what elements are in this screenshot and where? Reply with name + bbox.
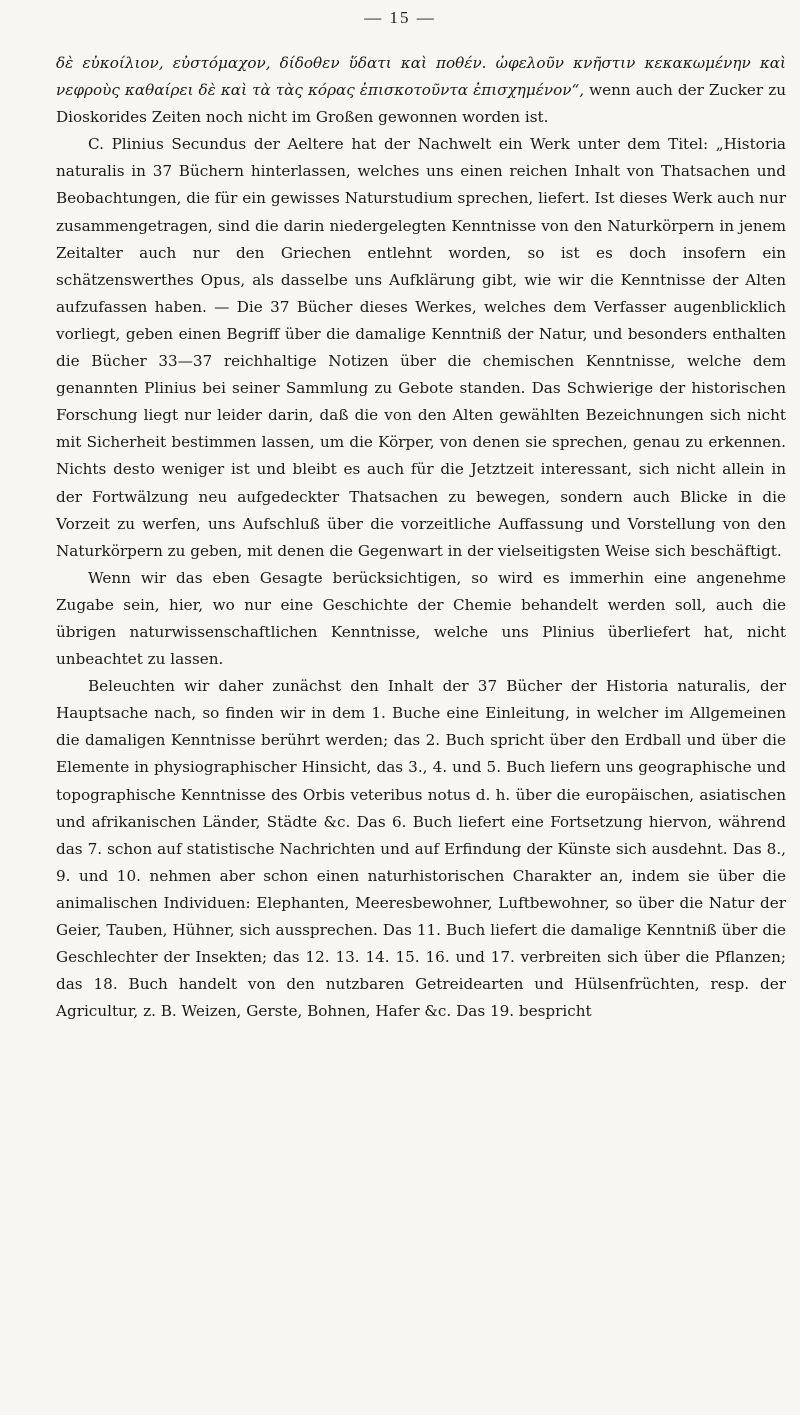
paragraph-text: C. Plinius Secundus der Aeltere hat der Nachwelt ein Werk unter dem Titel: „Historia naturalis in 37 Büchern hinterlassen, welches uns einen reichen Inhalt von Thatsachen und Beobachtungen, die für ein gewisses Naturstudium sprechen, liefert. Ist dieses Werk auch nur zusammengetragen, sind die darin niedergelegten Kenntnisse von den Naturkörpern in jenem Zeitalter auch nur den Griechen entlehnt worden, so ist es doch insofern ein schätzenswerthes Opus, als dasselbe uns Aufklärung gibt, wie wir die Kenntnisse der Alten aufzufassen haben. — Die 37 Bücher dieses Werkes, welches dem Verfasser augenblicklich vorliegt, geben einen Begriff über die damalige Kenntniß der Natur, und besonders enthalten die Bücher 33—37 reichhaltige Notizen über die chemischen Kenntnisse, welche dem genannten Plinius bei seiner Sammlung zu Gebote standen. Das Schwierige der historischen Forschung liegt nur leider darin, daß die von den Alten gewählten Bezeichnungen sich nicht mit Sicherheit bestimmen lassen, um die Körper, von denen sie sprechen, genau zu erkennen. Nichts desto weniger ist und bleibt es auch für die Jetztzeit interessant, sich nicht allein in der Fortwälzung neu aufgedeckter Thatsachen zu bewegen, sondern auch Blicke in die Vorzeit zu werfen, uns Aufschluß über die vorzeitliche Auffassung und Vorstellung von den Naturkörpern zu geben, mit denen die Gegenwart in der vielseitigsten Weise sich beschäftigt. [56, 135, 786, 560]
paragraph-4 [56, 673, 786, 1025]
paragraph-text: Wenn wir das eben Gesagte berücksichtigen, so wird es immerhin eine angenehme Zugabe sein, hier, wo nur eine Geschichte der Chemie behandelt werden soll, auch die übrigen naturwissenschaftlichen Kenntnisse, welche uns Plinius überliefert hat, nicht unbeachtet zu lassen. [56, 568, 786, 669]
paragraph-text: wenn auch der Zucker zu Dioskorides Zeiten noch nicht im Großen gewonnen worden ist. [56, 81, 786, 127]
body-text [56, 50, 786, 1025]
paragraph-2 [56, 131, 786, 565]
paragraph-3 [56, 565, 786, 673]
greek-quotation: δὲ εὐκοίλιον, εὐστόμαχον, δίδοθεν ὕδατι καὶ ποθέν. ὠφελοῦν κνῆστιν κεκακωμένην καὶ νεφροὺς καθαίρει δὲ καὶ τὰ τὰς κόρας ἐπισκοτοῦντα ἐπισχημένον“, [56, 54, 786, 100]
paragraph-1 [56, 50, 786, 131]
page-number: — 15 — [364, 8, 436, 27]
paragraph-text: Beleuchten wir daher zunächst den Inhalt der 37 Bücher der Historia naturalis, der Hauptsache nach, so finden wir in dem 1. Buche eine Einleitung, in welcher im Allgemeinen die damaligen Kenntnisse berührt werden; das 2. Buch spricht über den Erdball und über die Elemente in physiographischer Hinsicht, das 3., 4. und 5. Buch liefern uns geographische und topographische Kenntnisse des Orbis veteribus notus d. h. über die europäischen, asiatischen und afrikanischen Länder, Städte &c. Das 6. Buch liefert eine Fortsetzung hiervon, während das 7. schon auf statistische Nachrichten und auf Erfindung der Künste sich ausdehnt. Das 8., 9. und 10. nehmen aber schon einen naturhistorischen Charakter an, indem sie über die animalischen Individuen: Elephanten, Meeresbewohner, Luftbewohner, so über die Natur der Geier, Tauben, Hühner, sich aussprechen. Das 11. Buch liefert die damalige Kenntniß über die Geschlechter der Insekten; das 12. 13. 14. 15. 16. und 17. verbreiten sich über die Pflanzen; das 18. Buch handelt von den nutzbaren Getreidearten und Hülsenfrüchten, resp. der Agricultur, z. B. Weizen, Gerste, Bohnen, Hafer &c. Das 19. bespricht [56, 677, 786, 1021]
